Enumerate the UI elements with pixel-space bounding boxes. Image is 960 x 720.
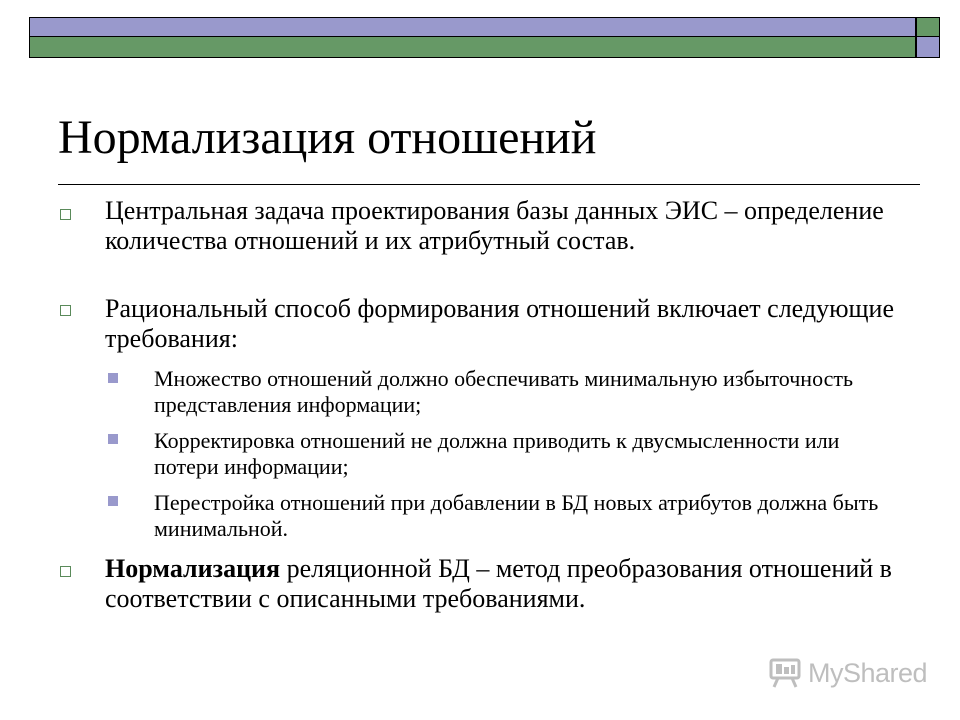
projector-board-icon: [768, 657, 802, 689]
sub-bullet-marker: [108, 496, 118, 506]
bold-term: Нормализация: [105, 554, 281, 583]
bullet-item: Рациональный способ формирования отношений включает следующие требования:: [105, 294, 895, 353]
sub-bullet-item: Корректировка отношений не должна приводить к двусмысленности или потери информации;: [154, 428, 840, 479]
bullet-text: реляционной БД – метод преобразования отношений в соответствии с описанными требованиями.: [105, 554, 892, 613]
watermark[interactable]: [768, 655, 927, 691]
bullet-marker-square: [60, 209, 71, 220]
corner-square-green: [916, 17, 940, 37]
bullet-marker-square: [60, 305, 71, 316]
bullet-marker-square: [60, 566, 71, 577]
top-bar-blue: [29, 17, 916, 37]
corner-square-blue: [916, 37, 940, 58]
sub-bullet-marker: [108, 373, 118, 383]
top-bar-green: [29, 37, 916, 58]
bullet-item: Центральная задача проектирования базы данных ЭИС – определение количества отношений и их атрибутный состав.: [105, 196, 884, 255]
sub-bullet-item: Перестройка отношений при добавлении в БД новых атрибутов должна быть минимальной.: [154, 490, 879, 541]
watermark-text: MyShared: [808, 657, 928, 688]
slide-title: Нормализация отношений: [58, 111, 597, 164]
title-underline: [58, 184, 920, 185]
sub-bullet-item: Множество отношений должно обеспечивать минимальную избыточность представления информации;: [154, 366, 854, 417]
bullet-item: [105, 554, 905, 614]
sub-bullet-marker: [108, 434, 118, 444]
